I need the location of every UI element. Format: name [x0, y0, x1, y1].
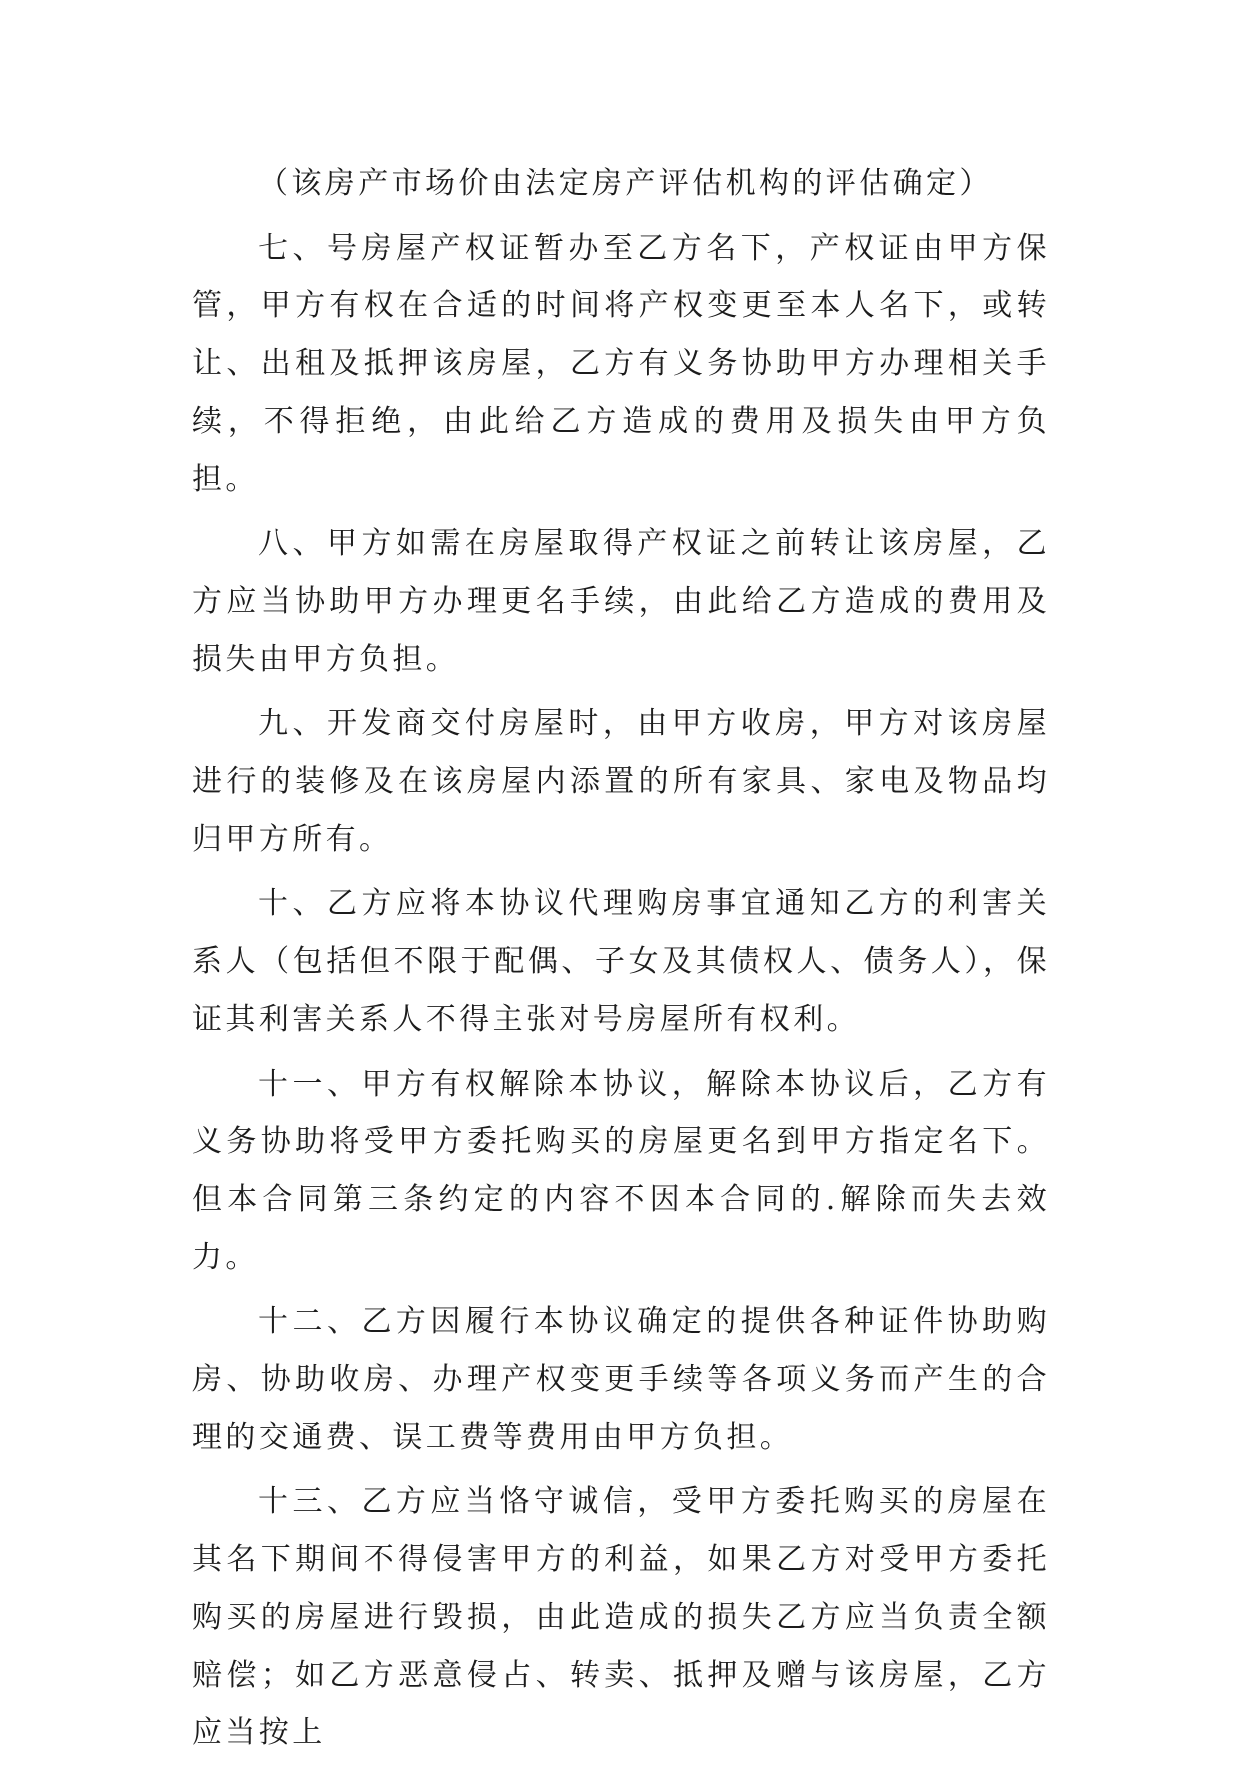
paragraph-clause-9: 九、开发商交付房屋时，由甲方收房，甲方对该房屋进行的装修及在该房屋内添置的所有家具、家电及物品均归甲方所有。: [192, 706, 1050, 857]
paragraph-clause-12: 十二、乙方因履行本协议确定的提供各种证件协助购房、协助收房、办理产权变更手续等各项义务而产生的合理的交通费、误工费等费用由甲方负担。: [192, 1304, 1050, 1455]
paragraph-clause-11: 十一、甲方有权解除本协议，解除本协议后，乙方有义务协助将受甲方委托购买的房屋更名到甲方指定名下。但本合同第三条约定的内容不因本合同的.解除而失去效力。: [192, 1066, 1050, 1275]
paragraph-clause-10: 十、乙方应将本协议代理购房事宜通知乙方的利害关系人（包括但不限于配偶、子女及其债权人、债务人），保证其利害关系人不得主张对号房屋所有权利。: [192, 886, 1050, 1037]
contract-body: [192, 155, 1050, 1769]
paragraph-clause-13: 十三、乙方应当恪守诚信，受甲方委托购买的房屋在其名下期间不得侵害甲方的利益，如果乙方对受甲方委托购买的房屋进行毁损，由此造成的损失乙方应当负责全额赔偿；如乙方恶意侵占、转卖、抵押及赠与该房屋，乙方应当按上: [192, 1484, 1050, 1751]
paragraph-valuation-note: （该房产市场价由法定房产评估机构的评估确定）: [258, 166, 993, 201]
paragraph-clause-7: 七、号房屋产权证暂办至乙方名下，产权证由甲方保管，甲方有权在合适的时间将产权变更至本人名下，或转让、出租及抵押该房屋，乙方有义务协助甲方办理相关手续，不得拒绝，由此给乙方造成的费用及损失由甲方负担。: [192, 230, 1050, 497]
paragraph-clause-8: 八、甲方如需在房屋取得产权证之前转让该房屋，乙方应当协助甲方办理更名手续，由此给乙方造成的费用及损失由甲方负担。: [192, 526, 1050, 677]
